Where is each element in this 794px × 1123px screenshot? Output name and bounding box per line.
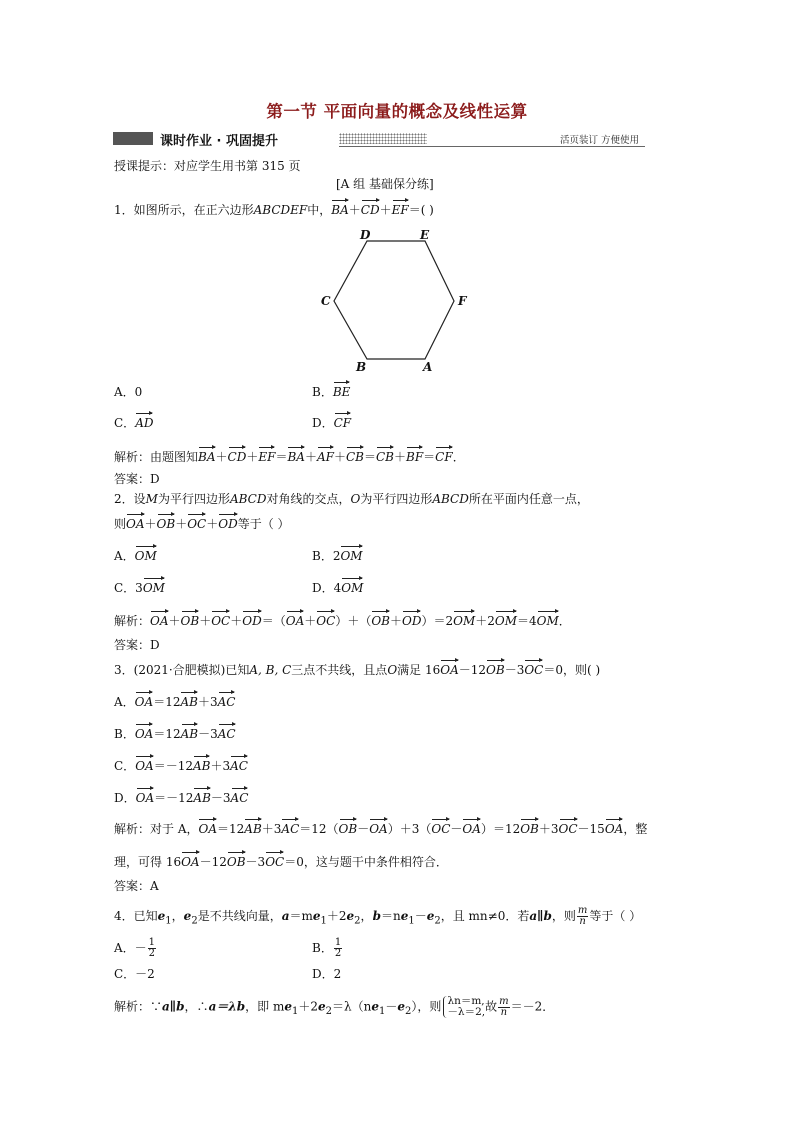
- q2-option-b: B．2OM: [312, 549, 363, 563]
- banner-dots: [339, 133, 427, 144]
- q4-solution: 解析：∵a∥b，∴a＝λb，即 $me_1+2e_2=\lambda(ne_1-e_2)$，则 λn＝m, －λ＝2, 故 $\frac{m}{n}$ ＝－2．: [114, 995, 555, 1018]
- q1-option-d: D．CF: [312, 416, 352, 430]
- q1-solution: 解析：由题图知BA＋CD＋EF＝BA＋AF＋CB＝CB＋BF＝CF．: [114, 450, 465, 464]
- q1-option-b: B．BE: [312, 385, 351, 399]
- hex-label-c: C: [321, 294, 331, 308]
- q3-stem: 3．(2021·合肥模拟)已知A, B, C三点不共线，且点O满足 16OA－12OB－3OC＝0，则( ): [114, 663, 601, 677]
- hexagon-shape: [334, 241, 454, 359]
- q4-option-a: A．－ $\frac{1}{2}$: [114, 937, 156, 959]
- q2-answer: 答案：D: [114, 638, 160, 652]
- q2-stem-line1: 2．设M为平行四边形ABCD对角线的交点，O为平行四边形ABCD所在平面内任意一点，: [114, 492, 589, 506]
- q3-solution-line1: 解析：对于 A，OA＝12AB＋3AC＝12（OB－OA）＋3（OC－OA）＝12OB＋3OC－15OA，整: [114, 822, 648, 836]
- banner-block: [113, 132, 153, 145]
- page-title: 第一节 平面向量的概念及线性运算: [266, 102, 528, 121]
- section-banner: [113, 130, 645, 148]
- q2-solution: 解析：OA＋OB＋OC＋OD＝（OA＋OC）＋（OB＋OD）＝2OM＋2OM＝4OM．: [114, 614, 571, 628]
- q1-answer: 答案：D: [114, 472, 160, 486]
- hex-label-a: A: [423, 360, 433, 374]
- q3-option-d: D．OA＝－12AB－3AC: [114, 791, 249, 805]
- q3-option-a: A．OA＝12AB＋3AC: [114, 695, 236, 709]
- banner-rule: [339, 146, 645, 147]
- hint-line: 授课提示：对应学生用书第 315 页: [114, 159, 301, 173]
- group-label: [A 组 基础保分练]: [336, 177, 434, 191]
- hexagon-figure: [310, 226, 480, 376]
- hex-label-d: D: [360, 228, 371, 242]
- q3-solution-line2: 理，可得 16OA－12OB－3OC＝0，这与题干中条件相符合．: [114, 855, 448, 869]
- q2-option-a: A．OM: [114, 549, 157, 563]
- q4-option-b: B． $\frac{1}{2}$: [312, 937, 342, 959]
- q2-stem-line2: 则OA＋OB＋OC＋OD等于（ ）: [114, 517, 290, 531]
- banner-right-note: 活页装订 方便使用: [559, 135, 639, 146]
- hex-label-f: F: [458, 294, 467, 308]
- q4-stem: 4．已知$e_1$，$e_2$是不共线向量，$a=me_1+2e_2$，$b=ne_1-e_2$，且 mn≠0．若a∥b，则 $\frac{m}{n}$ 等于（ ）: [114, 905, 642, 927]
- q4-option-c: C．－2: [114, 967, 155, 981]
- q3-answer: 答案：A: [114, 879, 159, 893]
- hex-label-e: E: [420, 228, 430, 242]
- q3-option-b: B．OA＝12AB－3AC: [114, 727, 236, 741]
- banner-label: 课时作业 · 巩固提升: [160, 134, 278, 149]
- q1-option-c: C．AD: [114, 416, 154, 430]
- q3-option-c: C．OA＝－12AB＋3AC: [114, 759, 248, 773]
- q4-option-d: D．2: [312, 967, 342, 981]
- q1-stem: 1．如图所示，在正六边形ABCDEF中，BA＋CD＋EF＝( ): [114, 203, 434, 217]
- q2-option-d: D．4OM: [312, 581, 364, 595]
- q2-option-c: C．3OM: [114, 581, 165, 595]
- q1-option-a: A．0: [114, 385, 143, 399]
- hex-label-b: B: [356, 360, 367, 374]
